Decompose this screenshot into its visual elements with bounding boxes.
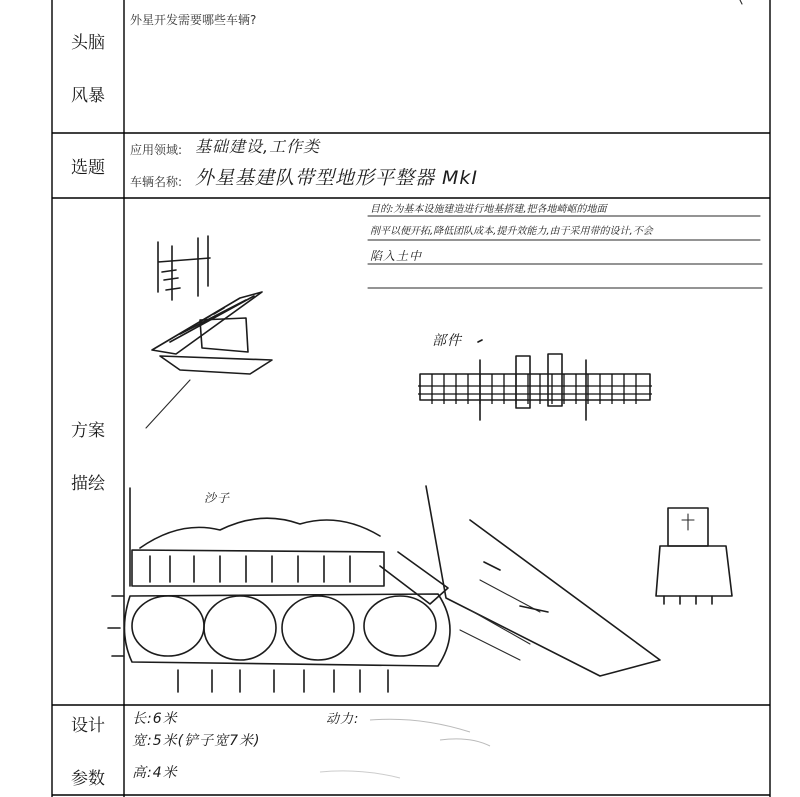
parts-label: 部件 — [432, 333, 462, 349]
topic-label-text: 选题 — [71, 158, 105, 178]
param-width: 宽:5米(铲子宽7米) — [132, 733, 261, 749]
vehicle-name-field-value: 外星基建队带型地形平整器 MkI — [195, 167, 479, 189]
params-label-a: 设计 — [71, 716, 105, 736]
params-label-b: 参数 — [71, 769, 105, 789]
param-power: 动力: — [326, 712, 360, 727]
brainstorm-label-b: 风暴 — [71, 86, 105, 106]
vehicle-name-field-label: 车辆名称: — [130, 175, 183, 189]
param-height: 高:4米 — [132, 765, 178, 781]
sketch-label-b: 描绘 — [71, 474, 105, 494]
purpose-note-line-2: 削平以便开拓,降低团队成本,提升效能力,由于采用带的设计,不会 — [370, 226, 653, 237]
purpose-note-line-1: 目的:为基本设施建造进行地基搭建,把各地崎岖的地面 — [370, 204, 607, 215]
brainstorm-question: 外星开发需要哪些车辆? — [130, 13, 257, 27]
purpose-note-line-3: 陷入土中 — [370, 249, 423, 263]
soil-label: 沙子 — [204, 491, 231, 505]
param-length: 长:6米 — [132, 711, 178, 727]
domain-field-value: 基础建设,工作类 — [195, 137, 321, 156]
sketch-label-a: 方案 — [71, 421, 105, 441]
domain-field-label: 应用领域: — [130, 143, 183, 157]
brainstorm-label-a: 头脑 — [71, 33, 105, 53]
